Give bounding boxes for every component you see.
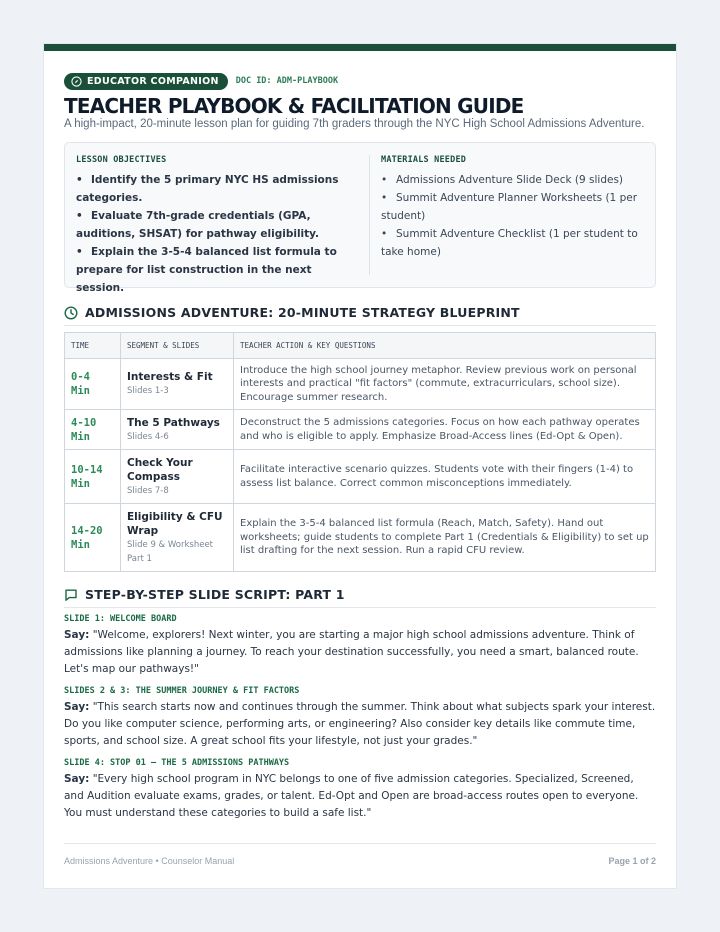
action-cell: Deconstruct the 5 admissions categories. Focus on how each pathway operates and who is eligible to apply. Emphasize Broad-Access lines (Ed-Opt & Open). [234, 410, 656, 450]
objectives-label: LESSON OBJECTIVES [76, 155, 167, 165]
table-header-row [65, 333, 656, 359]
objectives-column [65, 155, 370, 294]
page-title: TEACHER PLAYBOOK & FACILITATION GUIDE [64, 94, 524, 118]
list-item: • Summit Adventure Planner Worksheets (1 per student) [381, 192, 638, 222]
speech-bubble-icon [64, 588, 78, 602]
time-cell: 4-10 Min [65, 410, 121, 450]
segment-cell [121, 359, 234, 410]
slide-script [64, 614, 656, 822]
blueprint-title: ADMISSIONS ADVENTURE: 20-MINUTE STRATEGY BLUEPRINT [85, 305, 520, 320]
time-cell: 14-20 Min [65, 504, 121, 572]
page-content [64, 72, 656, 819]
objective-text: Identify the 5 primary NYC HS admissions categories. [76, 174, 339, 204]
materials-column [370, 143, 655, 287]
script-section-label: SLIDES 2 & 3: THE SUMMER JOURNEY & FIT FACTORS [64, 686, 300, 696]
doc-id: DOC ID: ADM-PLAYBOOK [235, 76, 339, 86]
say-label: Say: [64, 701, 90, 713]
column-header: TEACHER ACTION & KEY QUESTIONS [234, 333, 656, 359]
segment-name: The 5 Pathways [127, 416, 220, 429]
educator-companion-badge [64, 73, 228, 90]
material-text: Admissions Adventure Slide Deck (9 slides) [396, 174, 624, 186]
action-cell: Facilitate interactive scenario quizzes. Students vote with their fingers (1-4) to assess list balance. Correct common misconceptions immediately. [234, 450, 656, 504]
blueprint-heading [64, 305, 656, 320]
script-quote: "Every high school program in NYC belongs to one of five admission categories. Specialized, Screened, and Audition evaluate exams, grades, or talent. Ed-Opt and Open are broad-access routes open to everyone. You must understand these categories to build a safe list." [64, 773, 639, 819]
script-quote: "Welcome, explorers! Next winter, you are starting a major high school admissions adventure. Think of admissions like planning a journey. To reach your destination successfully, you need a smart, balanced route. Let's map our pathways!" [64, 629, 639, 675]
badge-label: EDUCATOR COMPANION [87, 75, 219, 87]
list-item: • Summit Adventure Checklist (1 per student to take home) [381, 228, 638, 258]
segment-slides: Slides 4-6 [127, 431, 169, 442]
list-item: • Evaluate 7th-grade credentials (GPA, auditions, SHSAT) for pathway eligibility. [76, 210, 320, 240]
time-cell: 0-4 Min [65, 359, 121, 410]
script-section-text [64, 699, 656, 750]
divider [64, 607, 656, 608]
list-item: • Admissions Adventure Slide Deck (9 slides) [381, 174, 624, 186]
page-footer [64, 843, 656, 866]
blueprint-table [64, 332, 656, 572]
segment-slides: Slide 9 & Worksheet Part 1 [127, 539, 214, 564]
script-section-text [64, 771, 656, 822]
objectives-materials-box [64, 142, 656, 294]
objective-text: Explain the 3-5-4 balanced list formula to prepare for list construction in the next session. [76, 246, 337, 294]
compass-icon [71, 76, 82, 87]
page-subtitle: A high-impact, 20-minute lesson plan for guiding 7th graders through the NYC High School Admissions Adventure. [64, 118, 645, 130]
table-row [65, 450, 656, 504]
script-section-label: SLIDE 4: STOP 01 — THE 5 ADMISSIONS PATHWAYS [64, 758, 290, 768]
column-header: SEGMENT & SLIDES [121, 333, 234, 359]
script-section-text [64, 627, 656, 678]
action-cell: Explain the 3-5-4 balanced list formula (Reach, Match, Safety). Hand out worksheets; guide students to complete Part 1 (Credentials & Eligibility) to set up list drafting for the next session. Run a rapid CFU review. [234, 504, 656, 572]
script-title: STEP-BY-STEP SLIDE SCRIPT: PART 1 [85, 587, 345, 602]
footer-manual-name: Admissions Adventure • Counselor Manual [64, 856, 235, 866]
header-meta [64, 72, 656, 90]
action-cell: Introduce the high school journey metaphor. Review previous work on personal interests and practical "fit factors" (commute, extracurriculars, school size). Encourage summer research. [234, 359, 656, 410]
script-quote: "This search starts now and continues through the summer. Think about what subjects spark your interest. Do you like computer science, performing arts, or engineering? Also consider key details like commute time, sports, and school size. A great school fits your lifestyle, not just your grades." [64, 701, 656, 747]
segment-cell [121, 450, 234, 504]
segment-name: Check Your Compass [127, 456, 193, 483]
segment-name: Interests & Fit [127, 371, 213, 383]
list-item: • Identify the 5 primary NYC HS admissions categories. [76, 174, 339, 204]
objective-text: Evaluate 7th-grade credentials (GPA, auditions, SHSAT) for pathway eligibility. [76, 210, 320, 240]
materials-list [381, 171, 643, 261]
time-cell: 10-14 Min [65, 450, 121, 504]
list-item: • Explain the 3-5-4 balanced list formula to prepare for list construction in the next session. [76, 246, 337, 294]
page-number: Page 1 of 2 [608, 856, 656, 866]
document-page [43, 43, 677, 889]
objectives-list [76, 171, 359, 297]
material-text: Summit Adventure Planner Worksheets (1 per student) [381, 192, 638, 222]
say-label: Say: [64, 629, 90, 641]
segment-slides: Slides 7-8 [127, 485, 169, 496]
table-row [65, 504, 656, 572]
material-text: Summit Adventure Checklist (1 per student to take home) [381, 228, 638, 258]
materials-label: MATERIALS NEEDED [381, 155, 467, 165]
segment-name: Eligibility & CFU Wrap [127, 510, 223, 537]
column-header: TIME [65, 333, 121, 359]
segment-cell [121, 504, 234, 572]
segment-cell [121, 410, 234, 450]
segment-slides: Slides 1-3 [127, 386, 169, 396]
script-section-label: SLIDE 1: WELCOME BOARD [64, 614, 177, 624]
table-row [65, 410, 656, 450]
script-heading [64, 587, 656, 602]
clock-icon [64, 306, 78, 320]
top-accent-bar [44, 44, 676, 51]
table-row [65, 359, 656, 410]
divider [64, 325, 656, 326]
say-label: Say: [64, 773, 90, 785]
